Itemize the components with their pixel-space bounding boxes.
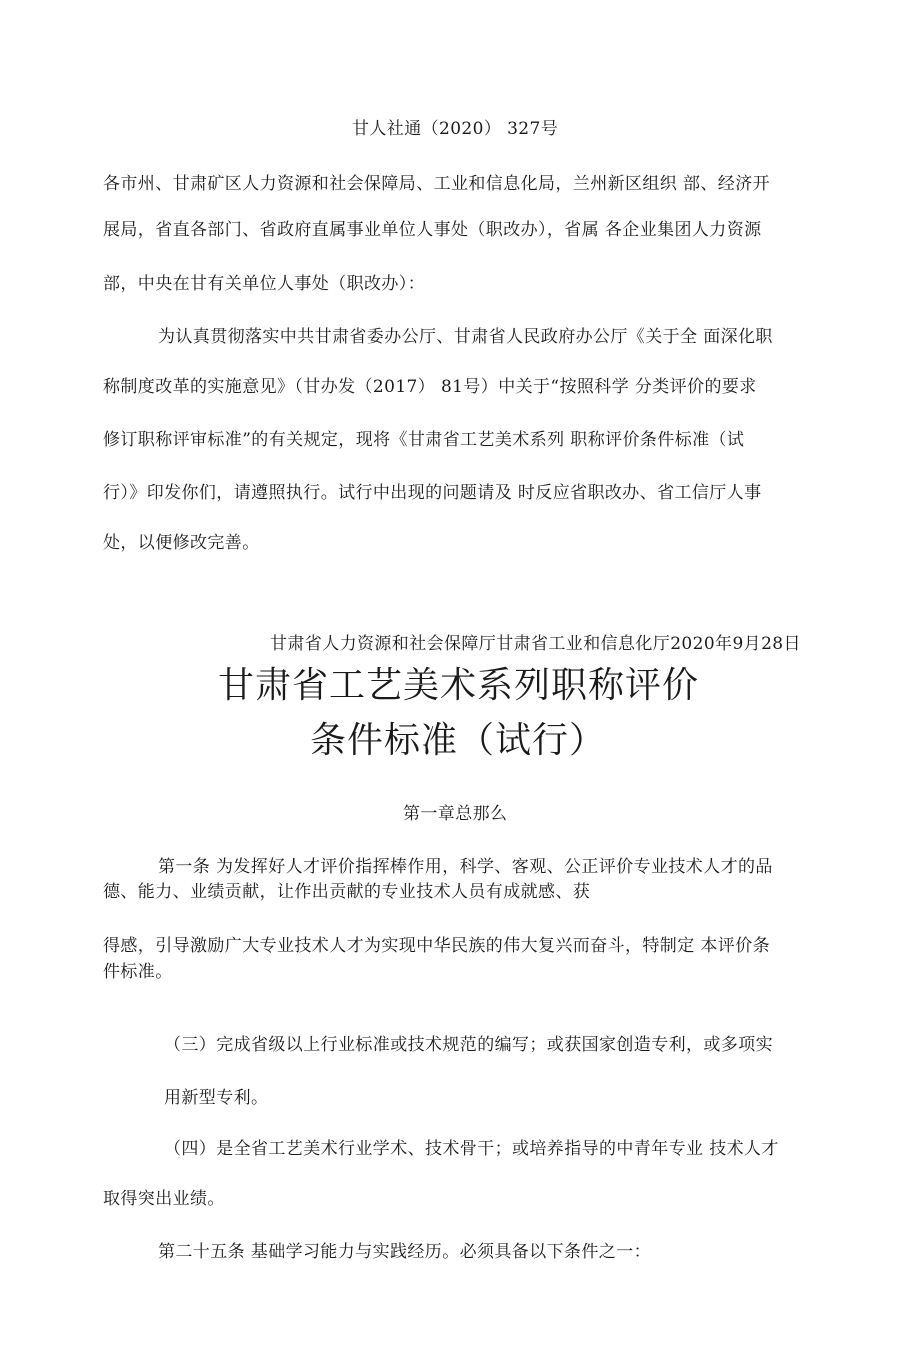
recipients-line: 各市州、甘肃矿区人力资源和社会保障局、工业和信息化局，兰州新区组织 部、经济开 <box>103 174 771 194</box>
article-1-line: 德、能力、业绩贡献，让作出贡献的专业技术人员有成就感、获 <box>103 882 591 902</box>
standard-title-line1: 甘肃省工艺美术系列职称评价 <box>218 665 700 706</box>
item-4-line: （四）是全省工艺美术行业学术、技术骨干；或培养指导的中青年专业 技术人才 <box>164 1139 779 1159</box>
document-number: 甘人社通（2020） 327号 <box>352 119 559 139</box>
notice-body-line: 称制度改革的实施意见》（甘办发（2017） 81号）中关于“按照科学 分类评价的要求 <box>103 377 757 397</box>
item-4-line: 取得突出业绩。 <box>103 1189 225 1209</box>
article-1-line: 得感，引导激励广大专业技术人才为实现中华民族的伟大复兴而奋斗，特制定 本评价条 <box>103 936 771 956</box>
article-25: 第二十五条 基础学习能力与实践经历。必须具备以下条件之一： <box>158 1242 652 1262</box>
issuer-signature: 甘肃省人力资源和社会保障厅甘肃省工业和信息化厅2020年9月28日 <box>270 634 801 654</box>
notice-body-line: 处，以便修改完善。 <box>103 533 260 553</box>
recipients-line: 部，中央在甘有关单位人事处（职改办）： <box>103 274 426 294</box>
article-1-line: 件标准。 <box>103 962 173 982</box>
notice-body-line: 修订职称评审标准”的有关规定，现将《甘肃省工艺美术系列 职称评价条件标准（试 <box>103 430 745 450</box>
notice-body-line: 为认真贯彻落实中共甘肃省委办公厅、甘肃省人民政府办公厅《关于全 面深化职 <box>158 327 773 347</box>
notice-body-line: 行）》印发你们，请遵照执行。试行中出现的问题请及 时反应省职改办、省工信厅人事 <box>103 483 762 503</box>
item-3-line: （三）完成省级以上行业标准或技术规范的编写；或获国家创造专利，或多项实 <box>164 1035 773 1055</box>
recipients-line: 展局，省直各部门、省政府直属事业单位人事处（职改办），省属 各企业集团人力资源 <box>103 220 762 240</box>
chapter-heading: 第一章总那么 <box>403 804 508 824</box>
standard-title-line2: 条件标准（试行） <box>310 720 607 761</box>
article-1-line: 第一条 为发挥好人才评价指挥棒作用，科学、客观、公正评价专业技术人才的品 <box>158 857 773 877</box>
item-3-line: 用新型专利。 <box>164 1088 269 1108</box>
